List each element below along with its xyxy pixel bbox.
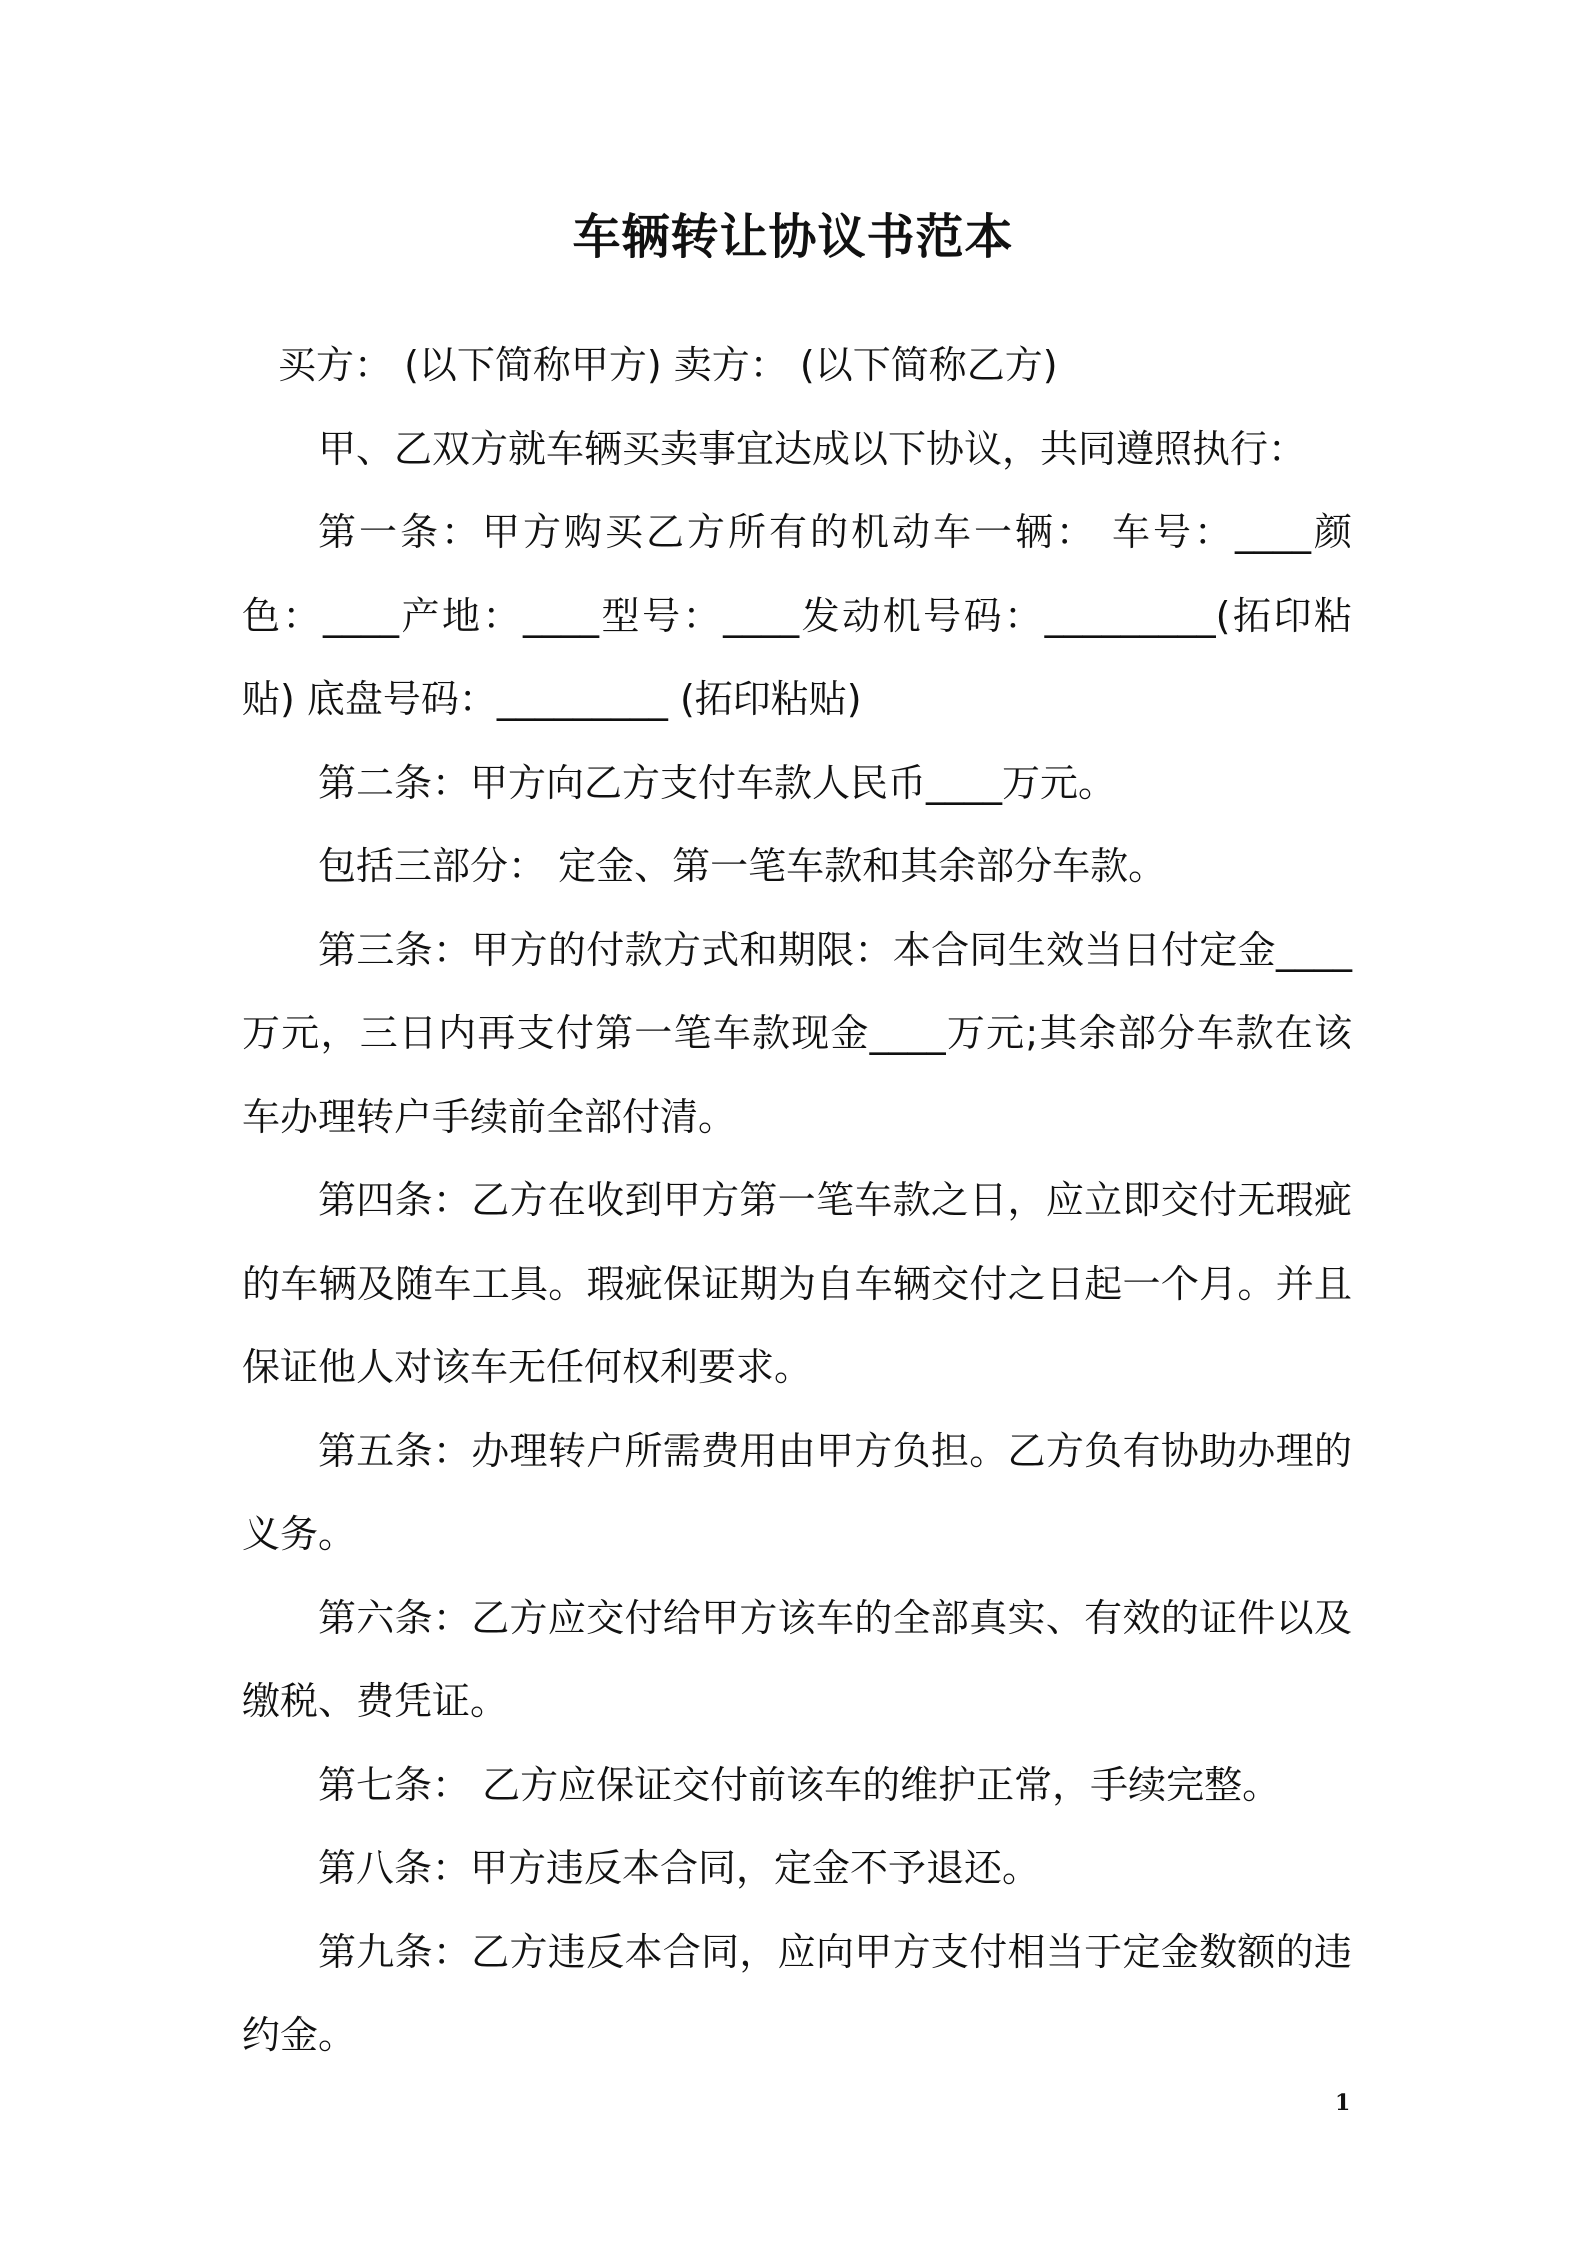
paragraph-article-9: 第九条：乙方违反本合同，应向甲方支付相当于定金数额的违约金。 xyxy=(242,1929,1352,2057)
page-number: 1 xyxy=(1335,2090,1351,2116)
paragraph-article-8: 第八条：甲方违反本合同，定金不予退还。 xyxy=(318,1846,1041,1890)
paragraph-article-6: 第六条：乙方应交付给甲方该车的全部真实、有效的证件以及缴税、费凭证。 xyxy=(242,1595,1352,1723)
paragraph-article-5: 第五条：办理转户所需费用由甲方负担。乙方负有协助办理的义务。 xyxy=(242,1428,1352,1556)
paragraph-article-7: 第七条： 乙方应保证交付前该车的维护正常，手续完整。 xyxy=(318,1762,1281,1807)
paragraph-article-2: 第二条：甲方向乙方支付车款人民币____万元。 xyxy=(318,760,1117,805)
paragraph-parties: 买方： (以下简称甲方) 卖方： (以下简称乙方) xyxy=(278,343,1058,387)
paragraph-article-3: 第三条：甲方的付款方式和期限：本合同生效当日付定金____万元，三日内再支付第一笔车款现金____万元;其余部分车款在该车办理转户手续前全部付清。 xyxy=(242,927,1352,1139)
paragraph-article-2-detail: 包括三部分： 定金、第一笔车款和其余部分车款。 xyxy=(318,844,1167,888)
document-title: 车辆转让协议书范本 xyxy=(572,209,1014,265)
paragraph-intro: 甲、乙双方就车辆买卖事宜达成以下协议，共同遵照执行： xyxy=(318,426,1307,471)
paragraph-article-1: 第一条：甲方购买乙方所有的机动车一辆： 车号：____颜色：____产地：____型号：____发动机号码：_________(拓印粘贴) 底盘号码：_________ (拓印粘贴) xyxy=(242,510,1352,721)
document-body xyxy=(242,324,1352,2078)
paragraph-article-4: 第四条：乙方在收到甲方第一笔车款之日，应立即交付无瑕疵的车辆及随车工具。瑕疵保证期为自车辆交付之日起一个月。并且保证他人对该车无任何权利要求。 xyxy=(242,1178,1352,1389)
